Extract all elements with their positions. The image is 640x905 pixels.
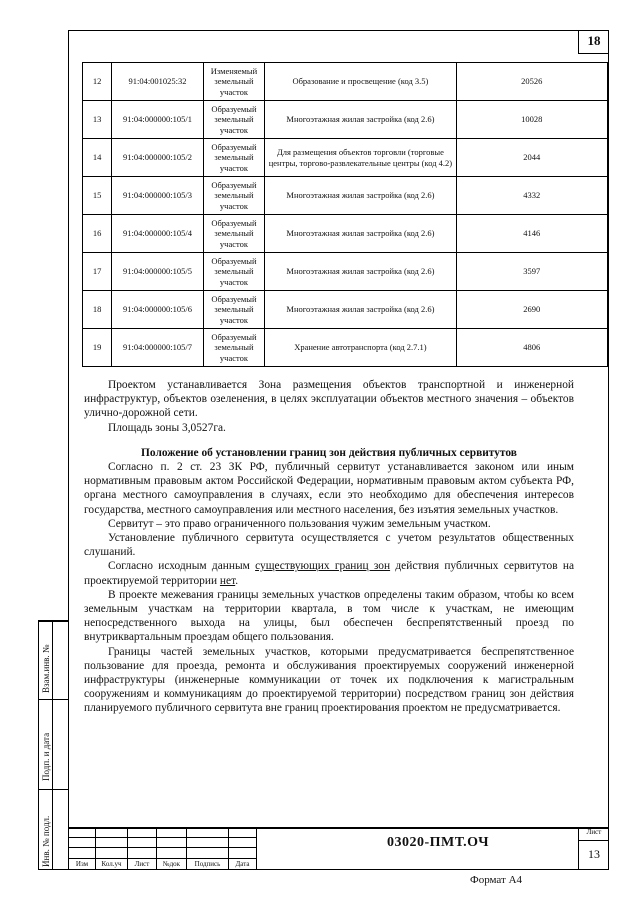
margin-stamp (38, 620, 68, 870)
paragraph-servitude-def: Сервитут – это право ограниченного пользования чужим земельным участком. (108, 517, 491, 530)
plot-status: Образуемый земельный участок (203, 101, 265, 139)
plot-status: Образуемый земельный участок (203, 329, 265, 367)
cadastral-number: 91:04:000000:105/6 (112, 291, 203, 329)
tb-label-list: Лист (134, 860, 150, 868)
plot-status: Образуемый земельный участок (203, 291, 265, 329)
plot-status: Образуемый земельный участок (203, 177, 265, 215)
paragraph-parts: Границы частей земельных участков, которыми предусматривается беспрепятственное пользование для проезда, ремонта и обслуживания проектируемых сооружений инженерной инфраструктуры (инженерные коммуникации от точек их подключения к магистральным сооружениям и коммуникациям до проектируемой территории) посредством границ зон действия планируемого публичного сервитута вне границ проектирования проектом не предусматривается. (84, 645, 574, 715)
permitted-use: Образование и просвещение (код 3.5) (265, 63, 456, 101)
plot-status: Образуемый земельный участок (203, 215, 265, 253)
permitted-use: Многоэтажная жилая застройка (код 2.6) (265, 101, 456, 139)
row-number: 17 (83, 253, 112, 291)
tb-label-ndok: №док (162, 860, 181, 868)
stamp-divider (39, 699, 68, 700)
tb-line (256, 827, 257, 870)
paragraph-area: Площадь зоны 3,0527га. (108, 421, 226, 434)
cadastral-number: 91:04:000000:105/4 (112, 215, 203, 253)
permitted-use: Многоэтажная жилая застройка (код 2.6) (265, 291, 456, 329)
stamp-divider (39, 789, 68, 790)
paragraph-hearings: Установление публичного сервитута осуществляется с учетом результатов общественных слушаний. (84, 532, 574, 559)
row-number: 19 (83, 329, 112, 367)
plot-area: 4332 (456, 177, 607, 215)
permitted-use: Хранение автотранспорта (код 2.7.1) (265, 329, 456, 367)
cadastral-number: 91:04:000000:105/2 (112, 139, 203, 177)
permitted-use: Для размещения объектов торговли (торговые центры, торгово-развлекательные центры (код 4.2) (265, 139, 456, 177)
stamp-divider (39, 621, 68, 622)
paragraph-law: Согласно п. 2 ст. 23 ЗК РФ, публичный сервитут устанавливается законом или иным нормативным правовым актом Российской Федерации, нормативным правовым актом субъекта РФ, органа местного самоуправления в случаях, если это необходимо для обеспечения интересов государства, местного самоуправления или местного населения, без изъятия земельных участков. (84, 461, 574, 516)
title-block (68, 827, 609, 870)
plot-area: 20526 (456, 63, 607, 101)
row-number: 18 (83, 291, 112, 329)
table-row (83, 329, 608, 367)
table-row (83, 177, 608, 215)
plot-status: Образуемый земельный участок (203, 139, 265, 177)
plot-area: 4806 (456, 329, 607, 367)
paragraph-source-data (84, 559, 574, 587)
row-number: 15 (83, 177, 112, 215)
cadastral-number: 91:04:000000:105/3 (112, 177, 203, 215)
table-row (83, 215, 608, 253)
plot-status: Изменяемый земельный участок (203, 63, 265, 101)
land-plots-table (82, 62, 608, 367)
table-row (83, 253, 608, 291)
section-heading: Положение об установлении границ зон действия публичных сервитутов (141, 446, 517, 459)
body-text (84, 378, 574, 716)
tb-label-kol: Кол.уч (101, 860, 122, 868)
plot-area: 4146 (456, 215, 607, 253)
paragraph-survey: В проекте межевания границы земельных участков определены таким образом, чтобы ко всем земельным участкам на территории квартала, в том числе к участкам, не имеющим непосредственного выхода на улицы, был обеспечен беспрепятственный проезд по внутриквартальным проездам общего пользования. (84, 588, 574, 644)
permitted-use: Многоэтажная жилая застройка (код 2.6) (265, 215, 456, 253)
cadastral-number: 91:04:001025:32 (112, 63, 203, 101)
sheet-label: Лист (586, 828, 602, 836)
page-corner-number: 18 (578, 30, 609, 54)
text-run: Согласно исходным данным (108, 560, 256, 573)
table-row (83, 139, 608, 177)
plot-area: 2044 (456, 139, 607, 177)
stamp-inv-orig: Инв. № подл. (41, 815, 51, 867)
underlined-text: существующих границ зон (255, 560, 391, 573)
text-run: действия публичных сервитутов на проектируемой территории (84, 560, 574, 587)
paper-format: Формат А4 (470, 874, 523, 886)
cadastral-number: 91:04:000000:105/1 (112, 101, 203, 139)
row-number: 13 (83, 101, 112, 139)
tb-label-podpis: Подпись (194, 860, 221, 868)
tb-line (68, 827, 609, 829)
tb-label-data: Дата (235, 860, 250, 868)
plot-area: 2690 (456, 291, 607, 329)
tb-label-izm: Изм (75, 860, 89, 868)
stamp-inv-zam: Взам.инв. № (41, 644, 51, 693)
document-code: 03020-ПМТ.ОЧ (386, 835, 490, 850)
table-row (83, 101, 608, 139)
plot-status: Образуемый земельный участок (203, 253, 265, 291)
table-row (83, 63, 608, 101)
plot-area: 10028 (456, 101, 607, 139)
row-number: 12 (83, 63, 112, 101)
plot-area: 3597 (456, 253, 607, 291)
row-number: 14 (83, 139, 112, 177)
sheet-number: 13 (588, 847, 600, 861)
table-row (83, 291, 608, 329)
row-number: 16 (83, 215, 112, 253)
cadastral-number: 91:04:000000:105/7 (112, 329, 203, 367)
cadastral-number: 91:04:000000:105/5 (112, 253, 203, 291)
text-run: . (235, 574, 239, 587)
permitted-use: Многоэтажная жилая застройка (код 2.6) (265, 253, 456, 291)
paragraph-zone: Проектом устанавливается Зона размещения объектов транспортной и инженерной инфраструктур, объектов озеленения, в целях эксплуатации объектов местного значения – объектов улично-дорожной сети. (84, 379, 574, 420)
stamp-sign-date: Подп. и дата (41, 732, 51, 781)
underlined-text: нет (219, 574, 236, 587)
permitted-use: Многоэтажная жилая застройка (код 2.6) (265, 177, 456, 215)
